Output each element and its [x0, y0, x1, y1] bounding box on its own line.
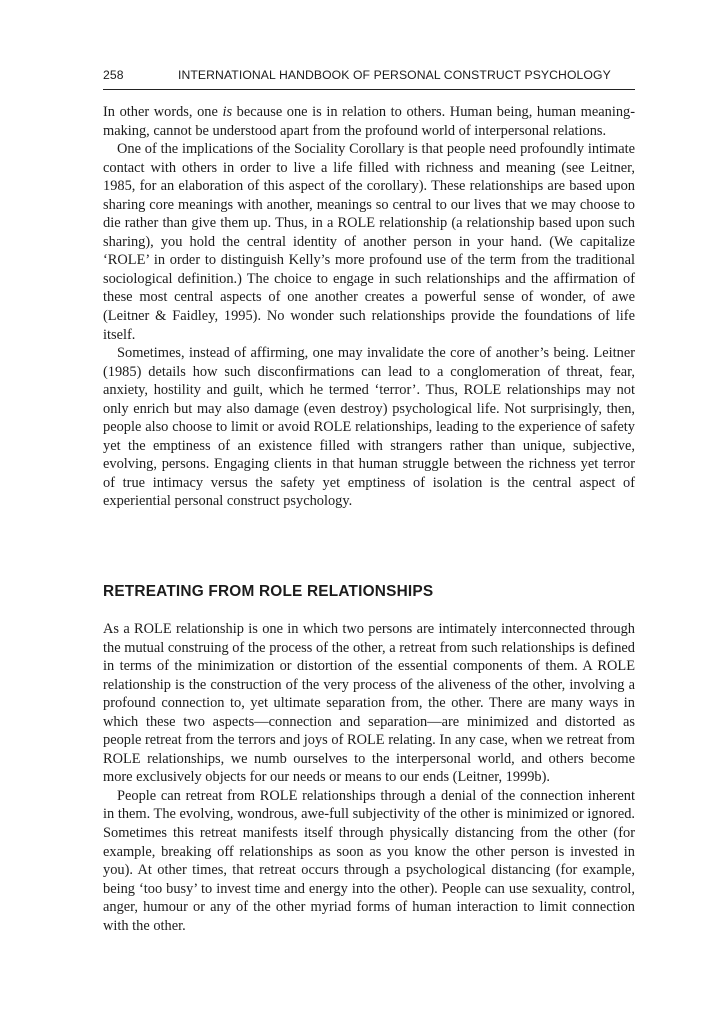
paragraph: [103, 103, 635, 140]
paragraph: Sometimes, instead of affirming, one may invalidate the core of another’s being. Leitner (1985) details how such disconfirmations can lead to a conglomeration of threat, fear, anxiety, hostility and guilt, which he termed ‘terror’. Thus, ROLE relationships may not only enrich but may also damage (even destroy) psychological life. Not surprisingly, then, people also choose to limit or avoid ROLE relationships, leading to the experience of safety yet the emptiness of an existence filled with strangers rather than unique, subjective, evolving, persons. Engaging clients in that human struggle between the richness yet terror of true intimacy versus the safety yet emptiness of isolation is the central aspect of experiential personal construct psychology.: [103, 345, 635, 510]
running-head: [103, 68, 635, 88]
paragraph-text-after-emphasis: because one is in relation to others. Human being, human meaning-making, cannot be understood apart from the profound world of interpersonal relations.: [103, 104, 636, 139]
paragraph: One of the implications of the Sociality Corollary is that people need profoundly intimate contact with others in order to live a life filled with richness and meaning (see Leitner, 1985, for an elaboration of this aspect of the corollary). These relationships are based upon sharing core meanings with another, meanings so central to our lives that we may choose to die rather than give them up. Thus, in a ROLE relationship (a relationship based upon such sharing), you hold the central identity of another person in your hand. (We capitalize ‘ROLE’ in order to distinguish Kelly’s more profound use of the term from the traditional sociological definition.) The choice to engage in such relationships and the affirmation of these most central aspects of one another creates a powerful sense of wonder, of awe (Leitner & Faidley, 1995). No wonder such relationships provide the foundations of life itself.: [103, 141, 635, 343]
page-number: 258: [103, 68, 124, 82]
header-rule: [103, 89, 635, 90]
running-head-title: INTERNATIONAL HANDBOOK OF PERSONAL CONSTRUCT PSYCHOLOGY: [178, 68, 611, 82]
body-text-top: [103, 103, 635, 511]
section-heading: RETREATING FROM ROLE RELATIONSHIPS: [103, 583, 434, 600]
paragraph: People can retreat from ROLE relationships through a denial of the connection inherent in them. The evolving, wondrous, awe-full subjectivity of the other is minimized or ignored. Sometimes this retreat manifests itself through physically distancing from the other (for example, breaking off relationships as soon as you know the other person is invested in you). At other times, that retreat occurs through a psychological distancing (for example, being ‘too busy’ to invest time and energy into the other). People can use sexuality, control, anger, humour or any of the other myriad forms of human interaction to limit connection with the other.: [103, 787, 635, 934]
emphasized-word: is: [222, 104, 233, 120]
paragraph: As a ROLE relationship is one in which two persons are intimately interconnected through the mutual construing of the process of the other, a retreat from such relationships is defined in terms of the minimization or distortion of the essential components of them. A ROLE relationship is the construction of the very process of the aliveness of the other, involving a profound connection to, yet ultimate separation from, the other. There are many ways in which these two aspects—connection and separation—are minimized and distorted as people retreat from the terrors and joys of ROLE relating. In any case, when we retreat from ROLE relationships, we numb ourselves to the interpersonal world, and others become more exclusively objects for our needs or means to our ends (Leitner, 1999b).: [103, 621, 635, 786]
body-text-bottom: [103, 620, 635, 935]
paragraph-text-before-emphasis: In other words, one: [103, 104, 223, 120]
